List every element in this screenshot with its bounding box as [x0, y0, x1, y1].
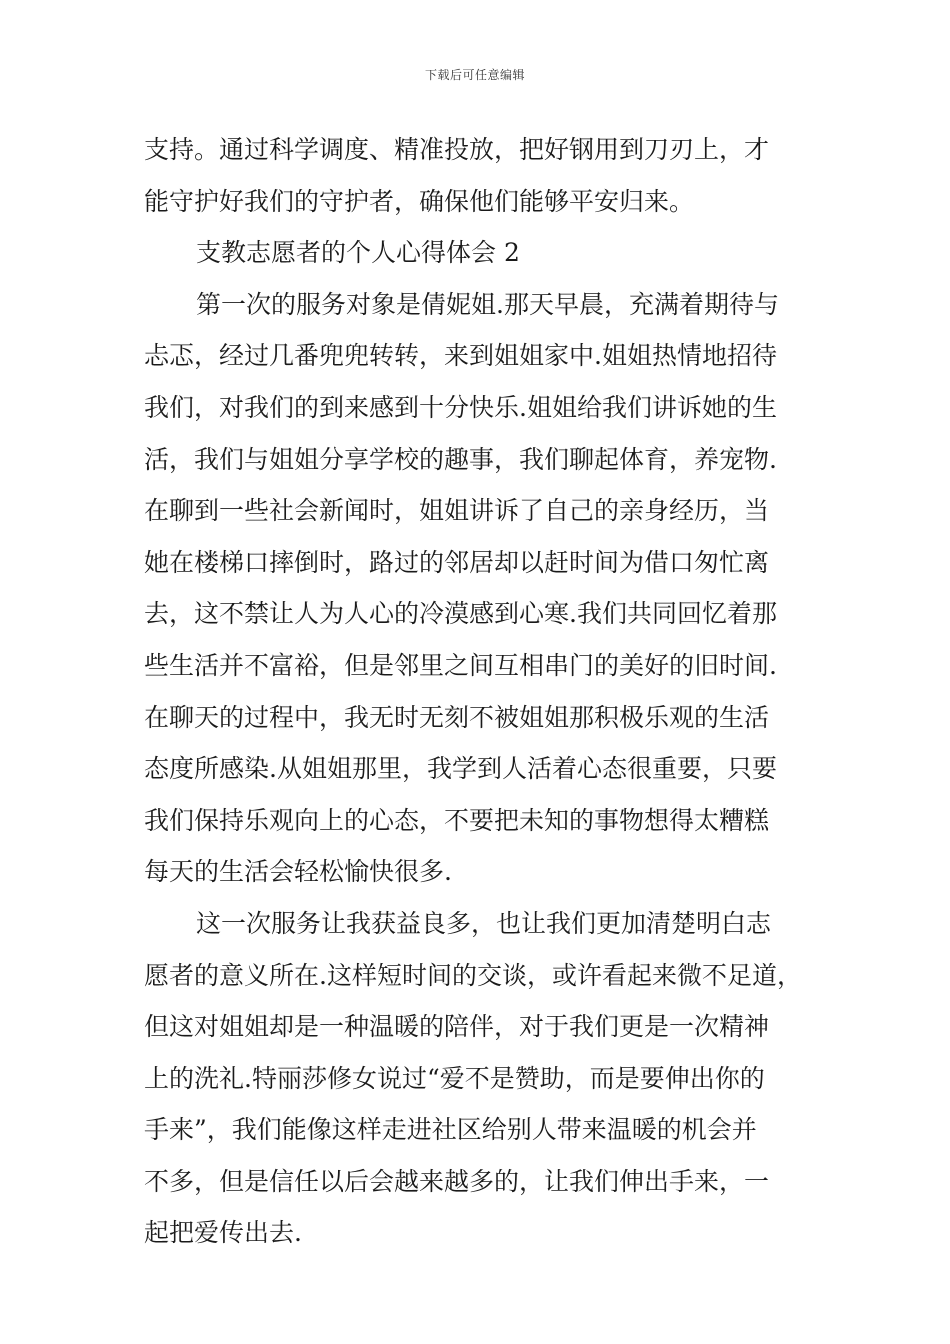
text-line: 上的洗礼.特丽莎修女说过“爱不是赞助，而是要伸出你的	[144, 1063, 765, 1093]
text-line: 活，我们与姐姐分享学校的趣事，我们聊起体育，养宠物.	[144, 444, 777, 474]
text-line: 些生活并不富裕，但是邻里之间互相串门的美好的旧时间.	[144, 650, 777, 680]
header-note: 下载后可任意编辑	[424, 68, 525, 82]
text-line: 态度所感染.从姐姐那里，我学到人活着心态很重要，只要	[144, 754, 777, 784]
text-line: 第一次的服务对象是倩妮姐.那天早晨，充满着期待与	[196, 289, 779, 319]
text-line: 这一次服务让我获益良多，也让我们更加清楚明白志	[196, 908, 772, 938]
text-line: 但这对姐姐却是一种温暖的陪伴，对于我们更是一次精神	[144, 1012, 770, 1042]
text-line: 愿者的意义所在.这样短时间的交谈，或许看起来微不足道，	[144, 960, 802, 990]
document-body	[144, 124, 824, 1259]
text-line: 起把爱传出去.	[144, 1218, 302, 1248]
text-line: 忐忑，经过几番兜兜转转，来到姐姐家中.姐姐热情地招待	[144, 341, 777, 371]
text-line: 手来”，我们能像这样走进社区给别人带来温暖的机会并	[144, 1115, 757, 1145]
section-heading: 支教志愿者的个人心得体会 2	[196, 238, 520, 268]
text-line: 我们，对我们的到来感到十分快乐.姐姐给我们讲诉她的生	[144, 392, 777, 422]
text-line: 她在楼梯口摔倒时，路过的邻居却以赶时间为借口匆忙离	[144, 547, 770, 577]
text-line: 在聊天的过程中，我无时无刻不被姐姐那积极乐观的生活	[144, 702, 770, 732]
text-line: 去，这不禁让人为人心的冷漠感到心寒.我们共同回忆着那	[144, 599, 777, 629]
text-line: 不多，但是信任以后会越来越多的，让我们伸出手来，一	[144, 1166, 770, 1196]
text-line: 支持。通过科学调度、精准投放，把好钢用到刀刃上，才	[144, 135, 770, 164]
text-line: 能守护好我们的守护者，确保他们能够平安归来。	[144, 186, 695, 216]
text-line: 我们保持乐观向上的心态，不要把未知的事物想得太糟糕	[144, 805, 770, 835]
text-line: 每天的生活会轻松愉快很多.	[144, 857, 452, 887]
text-line: 在聊到一些社会新闻时，姐姐讲诉了自己的亲身经历，当	[144, 496, 770, 526]
